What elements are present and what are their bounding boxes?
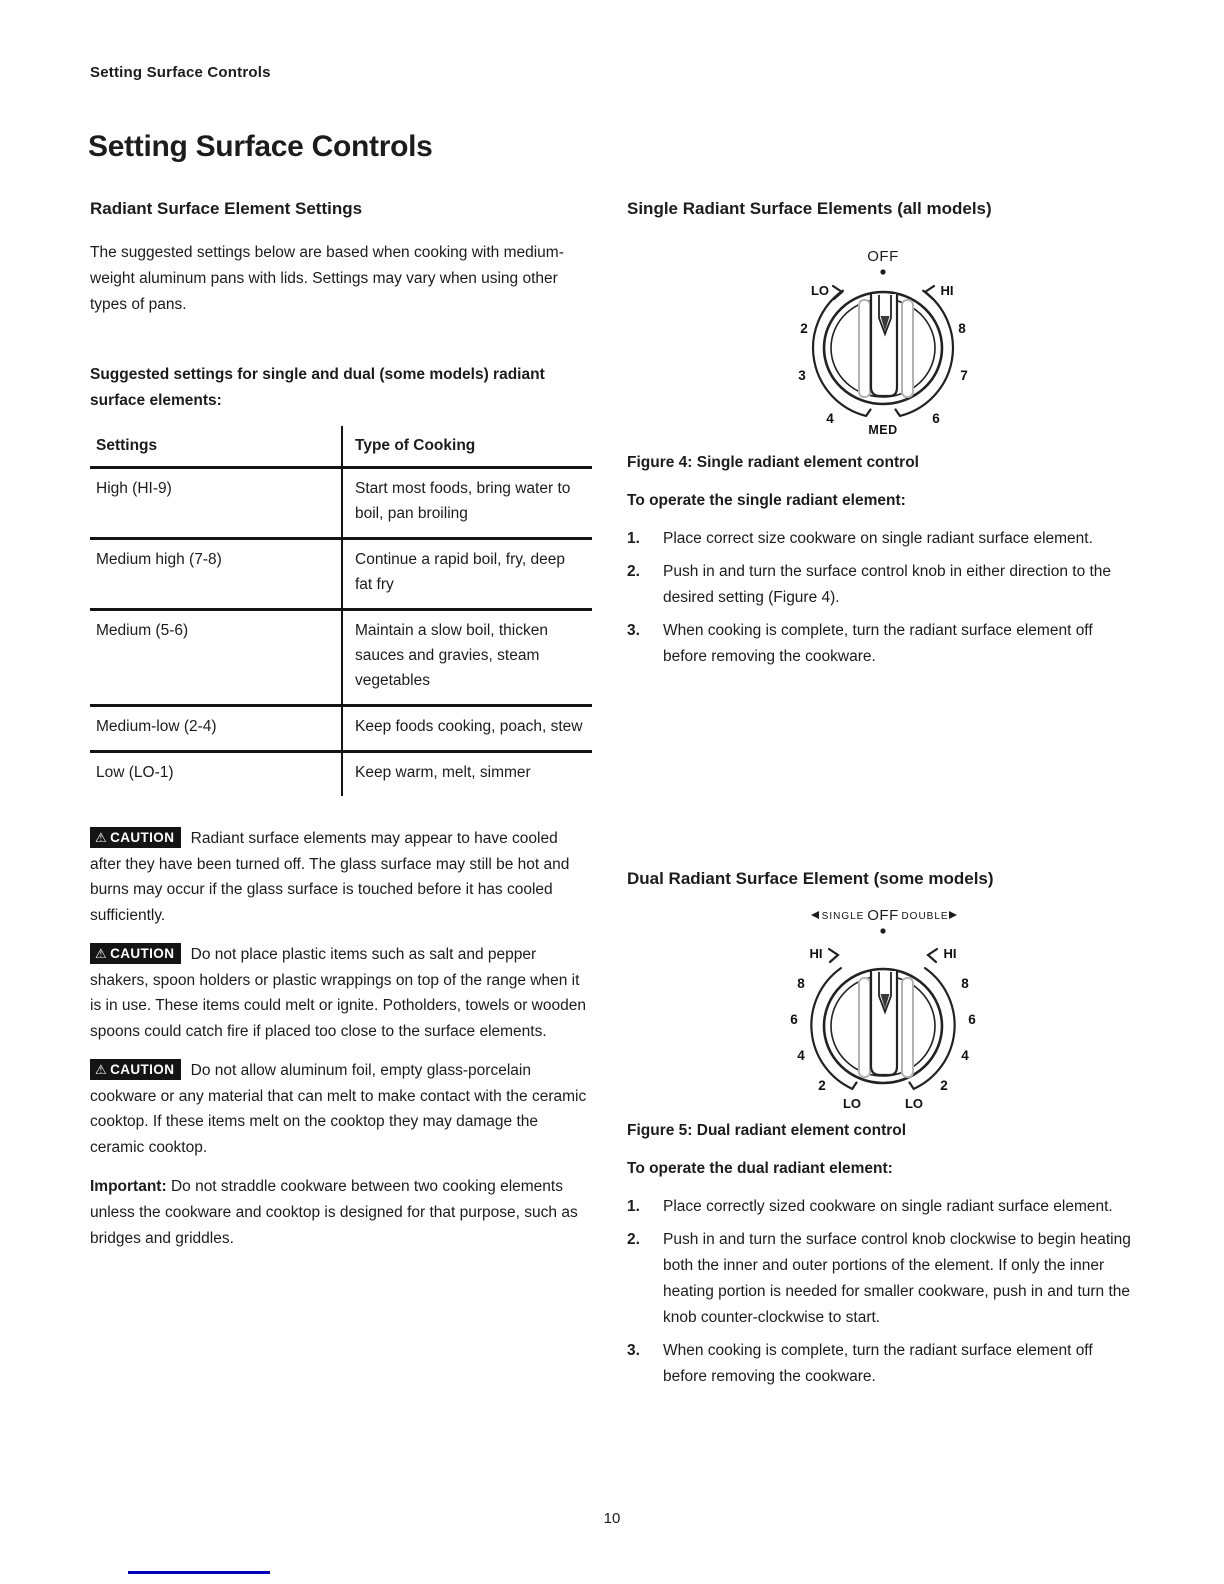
important-text: Do not straddle cookware between two cooking elements unless the cookware and cooktop is designed for that purpose, such as bridges and griddles.: [90, 1178, 578, 1247]
step-number: 1.: [627, 1198, 640, 1215]
figure5-caption: Figure 5: Dual radiant element control: [627, 1122, 907, 1139]
single-direction-arrow-icon: [811, 911, 819, 919]
section-heading-radiant-settings: Radiant Surface Element Settings: [90, 199, 363, 218]
table-intro: Suggested settings for single and dual (some models) radiant surface elements:: [90, 366, 545, 409]
table-cell-cooking: Continue a rapid boil, fry, deep fat fry: [342, 539, 592, 610]
dial-number: 2: [940, 1078, 948, 1093]
table-cell-cooking: Keep foods cooking, poach, stew: [342, 706, 592, 752]
step-text: When cooking is complete, turn the radiant surface element off before removing the cookware.: [663, 622, 1093, 665]
step-text: When cooking is complete, turn the radiant surface element off before removing the cookware.: [663, 1342, 1093, 1385]
section-heading-dual-radiant: Dual Radiant Surface Element (some models): [627, 869, 994, 888]
hi-right-arrow-icon: [928, 949, 937, 962]
step-number: 2.: [627, 563, 640, 580]
dial-number: 2: [818, 1078, 826, 1093]
knob-hi-left-label: HI: [809, 946, 823, 961]
dual-steps-list: [627, 1194, 1139, 1390]
table-cell-cooking: Start most foods, bring water to boil, pan broiling: [342, 468, 592, 539]
intro-paragraph: The suggested settings below are based when cooking with medium-weight aluminum pans with lids. Settings may vary when using other types of pans.: [90, 244, 564, 313]
knob-grip-slot: [902, 300, 913, 397]
knob-lo-label: LO: [810, 283, 830, 298]
table-cell-setting: Low (LO-1): [96, 764, 174, 781]
caution-label: CAUTION: [110, 946, 175, 961]
caution-paragraph: [90, 942, 592, 1044]
right-column: [627, 0, 1139, 1397]
step-number: 2.: [627, 1231, 640, 1248]
dial-number: 4: [826, 411, 834, 426]
table-cell-setting: High (HI-9): [90, 468, 342, 539]
dual-knob-diagram: [773, 900, 993, 1112]
knob-lo-right-label: LO: [904, 1096, 924, 1111]
dial-number: 6: [968, 1012, 976, 1027]
knob-med-label: MED: [868, 423, 898, 437]
list-item: [627, 1194, 1139, 1220]
list-item: [627, 1338, 1139, 1390]
caution-icon: ⚠: [95, 946, 108, 961]
knob-grip-slot: [902, 978, 913, 1077]
page-number: 10: [603, 1510, 621, 1527]
table-cell-setting: Medium-low (2-4): [90, 706, 342, 752]
caution-label: CAUTION: [110, 830, 175, 845]
table-cell-cooking: Maintain a slow boil, thicken sauces and gravies, steam vegetables: [342, 610, 592, 706]
single-steps-list: [627, 526, 1139, 670]
step-text: Push in and turn the surface control knob clockwise to begin heating both the inner and outer portions of the element. If only the inner heating portion is needed for smaller cookware, push in and turn the knob counter-clockwise to start.: [663, 1231, 1131, 1326]
caution-badge: [90, 827, 181, 848]
table-row: [90, 468, 592, 539]
list-item: [627, 1227, 1139, 1331]
table-cell-cooking: Keep warm, melt, simmer: [342, 752, 592, 797]
step-number: 3.: [627, 622, 640, 639]
page-title: Setting Surface Controls: [88, 130, 433, 163]
table-row: [90, 539, 592, 610]
step-text: Place correctly sized cookware on single radiant surface element.: [663, 1198, 1113, 1215]
table-cell-setting: Medium high (7-8): [90, 539, 342, 610]
dial-number: 4: [797, 1048, 805, 1063]
footer-underline: [128, 1571, 270, 1574]
caution-text: Do not place plastic items such as salt and pepper shakers, spoon holders or plastic wrappings on top of the range when it is in use. These items could melt or ignite. Potholders, towels or wooden spoons could catch fire if placed too close to the surface elements.: [90, 946, 586, 1040]
important-paragraph: [90, 1174, 592, 1252]
caution-badge: [90, 1059, 181, 1080]
step-number: 1.: [627, 530, 640, 547]
caution-paragraph: [90, 1058, 592, 1160]
running-header: Setting Surface Controls: [90, 64, 271, 81]
table-row: [90, 706, 592, 752]
dial-number: 3: [798, 368, 806, 383]
knob-grip-slot: [859, 300, 870, 397]
dial-number: 8: [958, 321, 966, 336]
dial-number: 8: [961, 976, 969, 991]
table-header-type-of-cooking: Type of Cooking: [342, 426, 592, 468]
dial-number: 6: [790, 1012, 798, 1027]
operate-single-heading: To operate the single radiant element:: [627, 492, 906, 509]
table-header-settings: Settings: [90, 426, 342, 468]
dial-number: 2: [800, 321, 808, 336]
list-item: [627, 618, 1139, 670]
step-number: 3.: [627, 1342, 640, 1359]
caution-text: Radiant surface elements may appear to have cooled after they have been turned off. The glass surface may still be hot and burns may occur if the glass surface is touched before it has cooled sufficiently.: [90, 830, 570, 924]
caution-icon: ⚠: [95, 830, 108, 845]
step-text: Push in and turn the surface control knob in either direction to the desired setting (Figure 4).: [663, 563, 1112, 606]
table-row: [90, 610, 592, 706]
caution-paragraph: [90, 826, 592, 928]
knob-single-label: SINGLE: [821, 911, 865, 922]
hi-left-arrow-icon: [829, 949, 838, 962]
list-item: [627, 526, 1139, 552]
knob-lo-left-label: LO: [842, 1096, 862, 1111]
table-header-row: [90, 426, 592, 468]
knob-double-label: DOUBLE: [901, 911, 949, 922]
off-indicator-dot: [880, 269, 885, 274]
dial-number: 7: [960, 368, 968, 383]
single-knob-diagram: [783, 244, 983, 444]
step-text: Place correct size cookware on single radiant surface element.: [663, 530, 1093, 547]
caution-label: CAUTION: [110, 1062, 175, 1077]
knob-hi-right-label: HI: [943, 946, 957, 961]
knob-off-label: OFF: [867, 248, 899, 265]
dial-number: 8: [797, 976, 805, 991]
operate-dual-heading: To operate the dual radiant element:: [627, 1160, 893, 1177]
caution-badge: [90, 943, 181, 964]
caution-text: Do not allow aluminum foil, empty glass-porcelain cookware or any material that can melt to make contact with the ceramic cooktop. If these items melt on the cooktop they may damage the ceramic cooktop.: [90, 1062, 587, 1156]
section-heading-single-radiant: Single Radiant Surface Elements (all models): [627, 199, 992, 218]
knob-off-label: OFF: [867, 907, 899, 924]
table-row: [90, 752, 592, 797]
knob-grip-slot: [859, 978, 870, 1077]
dial-number: 6: [932, 411, 940, 426]
left-column: [90, 0, 592, 1252]
important-label: Important:: [90, 1178, 167, 1195]
caution-icon: ⚠: [95, 1062, 108, 1077]
list-item: [627, 559, 1139, 611]
table-cell-setting: Medium (5-6): [90, 610, 342, 706]
dial-number: 4: [961, 1048, 969, 1063]
figure4-caption: Figure 4: Single radiant element control: [627, 454, 919, 471]
off-indicator-dot: [880, 928, 885, 933]
double-direction-arrow-icon: [949, 911, 957, 919]
knob-hi-label: HI: [940, 283, 954, 298]
settings-table: [90, 426, 592, 796]
